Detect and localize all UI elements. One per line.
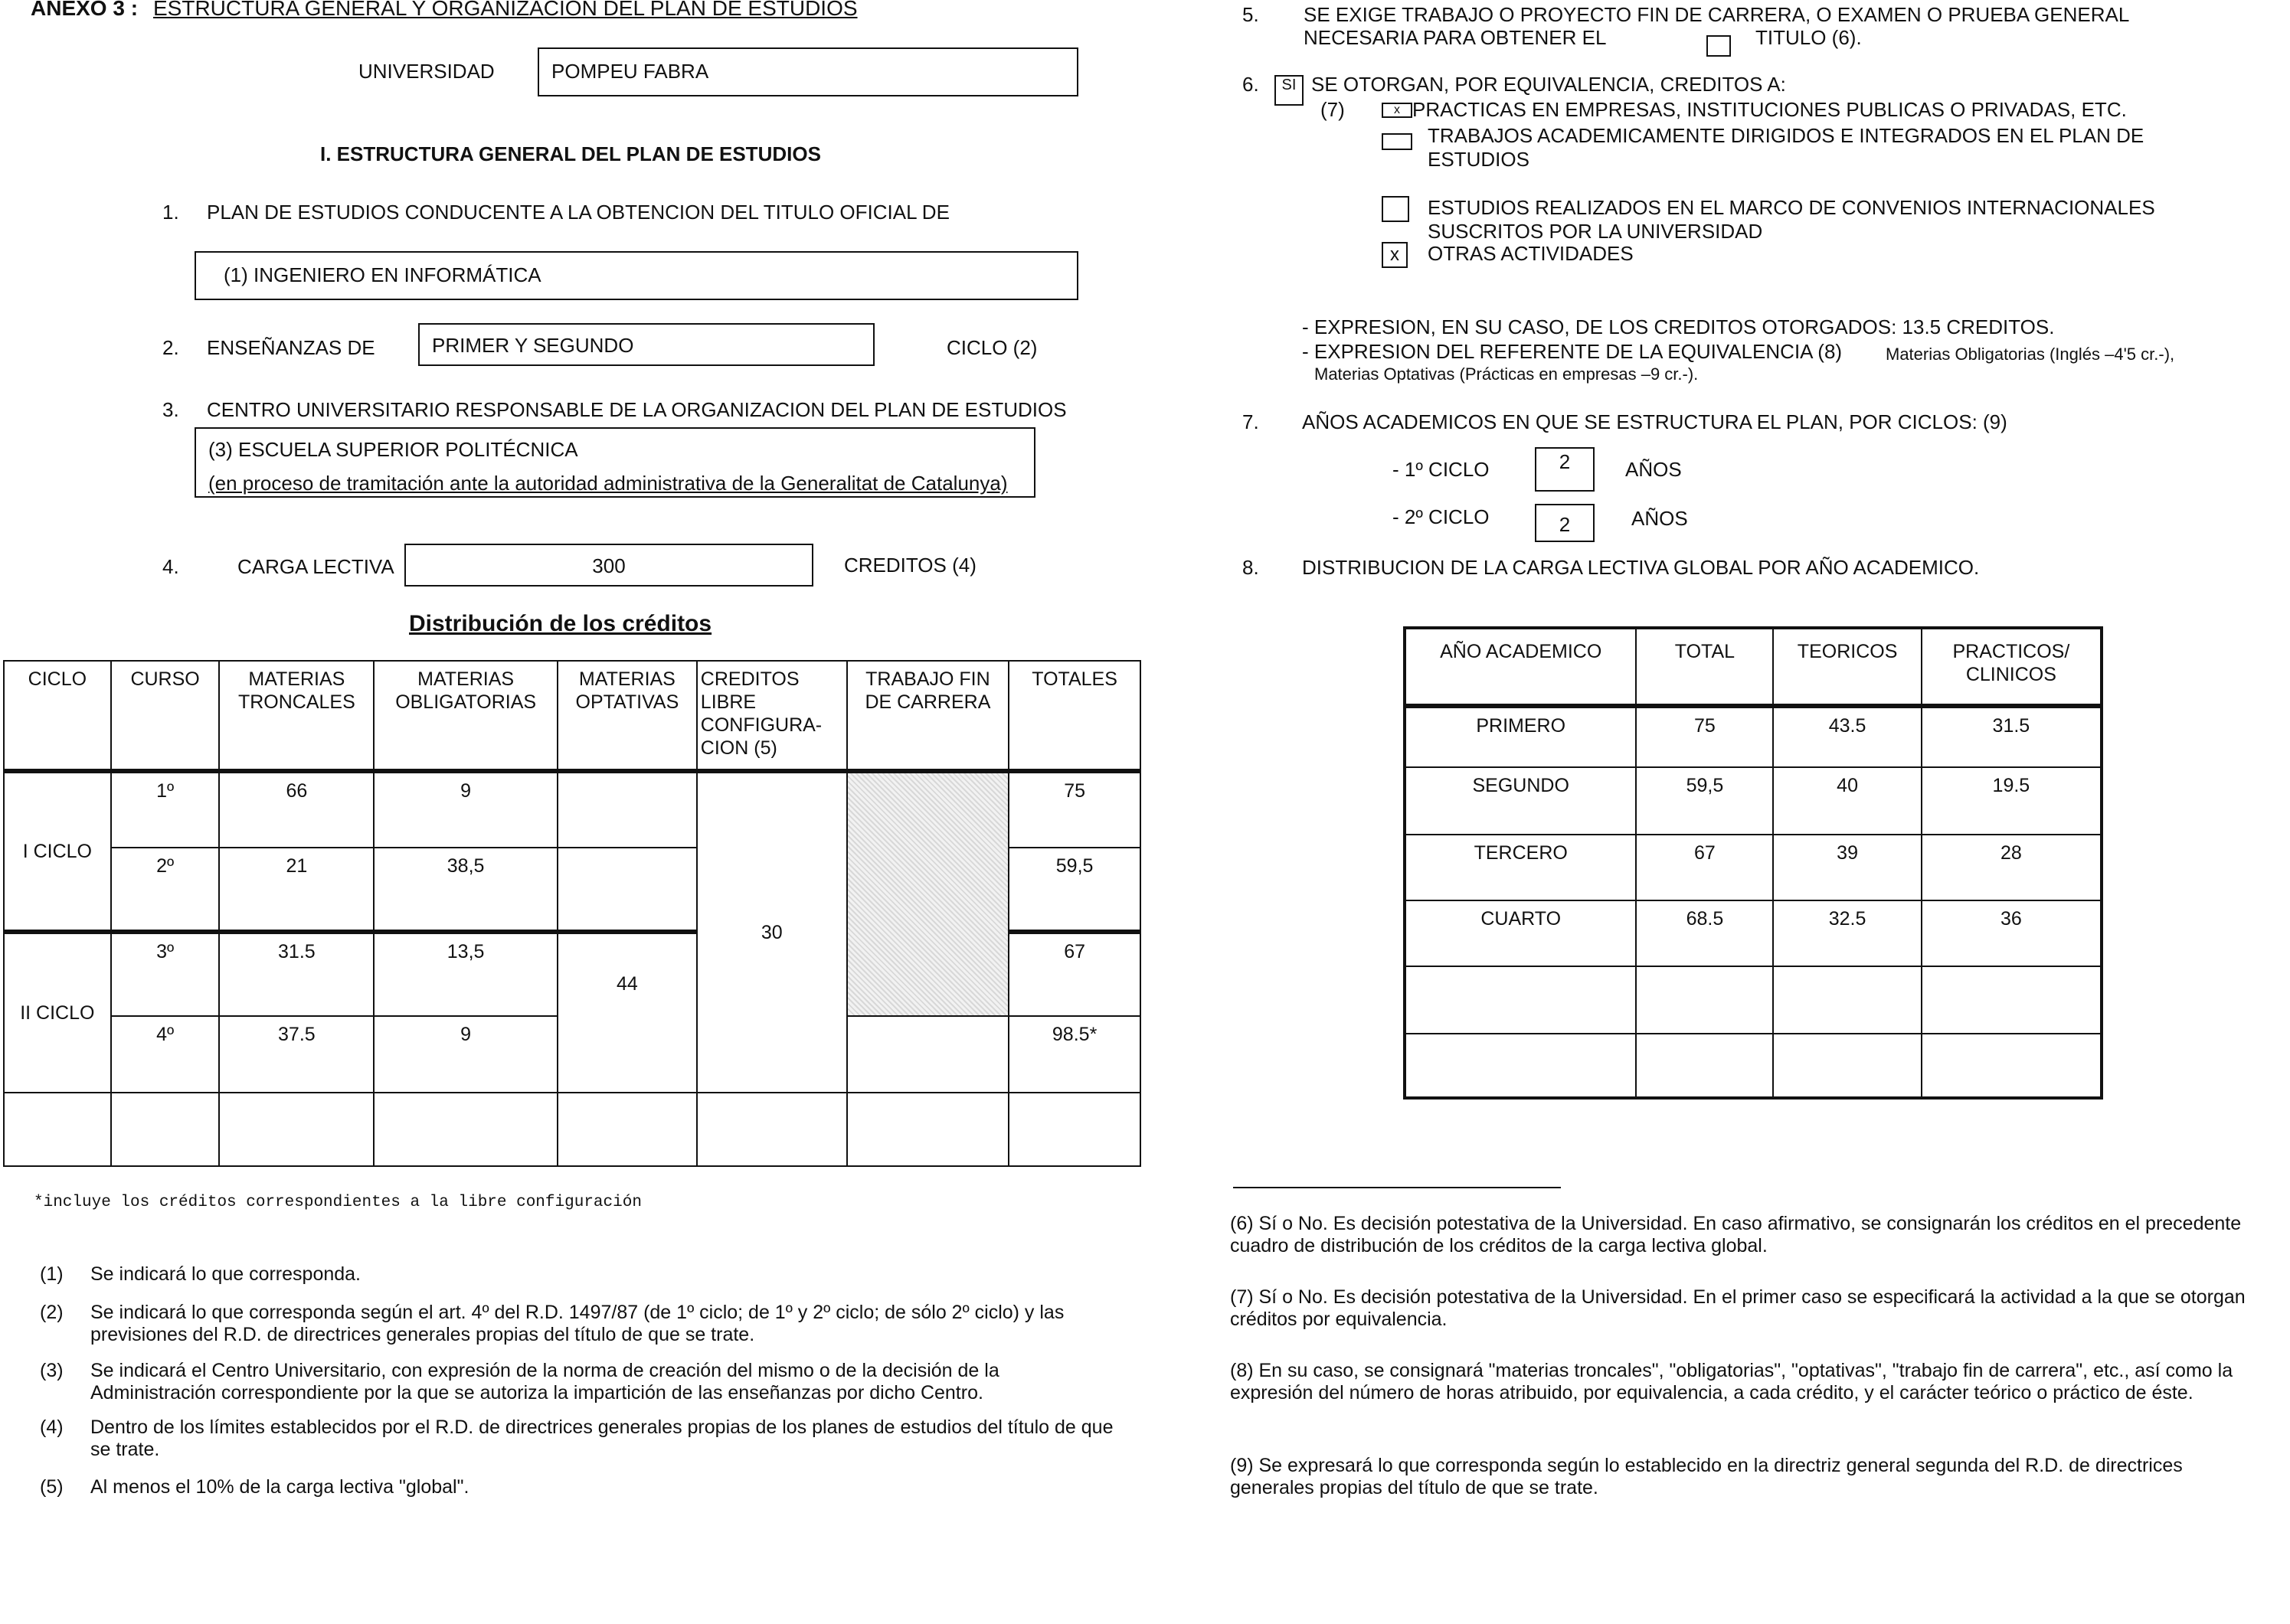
titulo-field xyxy=(195,251,1078,300)
footnote-number: (1) xyxy=(40,1263,64,1285)
troncales-cell: 21 xyxy=(219,848,374,932)
option-otras: OTRAS ACTIVIDADES xyxy=(1428,242,1634,265)
header-trabajo: TRABAJO FIN DE CARRERA xyxy=(847,661,1009,771)
optativas-cell xyxy=(558,771,697,848)
header-curso: CURSO xyxy=(111,661,220,771)
table-row-empty xyxy=(1405,1034,2102,1098)
ciclo-2-cell: II CICLO xyxy=(4,932,111,1093)
troncales-cell: 37.5 xyxy=(219,1016,374,1093)
creditos-otorgados: - EXPRESION, EN SU CASO, DE LOS CREDITOS OTORGADOS: 13.5 CREDITOS. xyxy=(1302,315,2055,338)
table-row xyxy=(1405,706,2102,767)
document-title: ESTRUCTURA GENERAL Y ORGANIZACION DEL PLAN DE ESTUDIOS xyxy=(153,0,858,20)
optativas-ii-cell: 44 xyxy=(558,932,697,1093)
curso-cell: 4º xyxy=(111,1016,220,1093)
year-cell: TERCERO xyxy=(1405,835,1636,900)
item8-label: DISTRIBUCION DE LA CARGA LECTIVA GLOBAL POR AÑO ACADEMICO. xyxy=(1302,556,1980,579)
practicas-check-mark: x xyxy=(1394,103,1400,116)
titulo-value: (1) INGENIERO EN INFORMÁTICA xyxy=(224,263,541,286)
footnote-text: (9) Se expresará lo que corresponda según lo establecido en la directriz general segunda del R.D. de directrices generales propias del título de que se trate. xyxy=(1230,1455,2183,1498)
section-title: I. ESTRUCTURA GENERAL DEL PLAN DE ESTUDIOS xyxy=(320,142,821,165)
ensenanzas-value: PRIMER Y SEGUNDO xyxy=(432,334,634,357)
item2-suffix: CICLO (2) xyxy=(947,336,1038,359)
si-value: SI xyxy=(1281,77,1297,93)
item3-number: 3. xyxy=(162,398,179,421)
total-cell: 59,5 xyxy=(1009,848,1140,932)
ciclo2-label: - 2º CICLO xyxy=(1392,505,1490,528)
ciclo2-years: 2 xyxy=(1559,513,1571,536)
universidad-field xyxy=(538,47,1078,96)
obligatorias-cell: 9 xyxy=(374,1016,558,1093)
item7-label: AÑOS ACADEMICOS EN QUE SE ESTRUCTURA EL PLAN, POR CICLOS: (9) xyxy=(1302,410,2007,433)
item4-label: CARGA LECTIVA xyxy=(237,555,394,578)
option-convenios-1: ESTUDIOS REALIZADOS EN EL MARCO DE CONVENIOS INTERNACIONALES xyxy=(1428,196,2155,219)
ciclo1-unit: AÑOS xyxy=(1625,458,1682,481)
header-obligatorias: MATERIAS OBLIGATORIAS xyxy=(374,661,558,771)
ciclo2-unit: AÑOS xyxy=(1631,507,1688,530)
header-troncales: MATERIAS TRONCALES xyxy=(219,661,374,771)
credits-table xyxy=(3,660,1141,1167)
table-row xyxy=(1405,835,2102,900)
total-cell: 68.5 xyxy=(1636,900,1773,966)
footnote-number: (2) xyxy=(40,1302,64,1323)
footnote-text: Se indicará el Centro Universitario, con expresión de la norma de creación del mismo o de la decisión de la Administración correspondiente por la que se autoriza la impartición de las enseñanzas por dicho Centro. xyxy=(90,1360,999,1403)
obligatorias-cell: 38,5 xyxy=(374,848,558,932)
centro-value-1: (3) ESCUELA SUPERIOR POLITÉCNICA xyxy=(208,438,578,461)
annex-label: ANEXO 3 : xyxy=(31,0,139,20)
table-row xyxy=(1405,900,2102,966)
otras-check-mark: x xyxy=(1390,244,1399,265)
year-cell: SEGUNDO xyxy=(1405,767,1636,835)
header-libre: CREDITOS LIBRE CONFIGURA-CION (5) xyxy=(697,661,847,771)
trabajo-shaded-cell xyxy=(847,771,1009,1016)
curso-cell: 1º xyxy=(111,771,220,848)
footnote-text: (8) En su caso, se consignará "materias troncales", "obligatorias", "optativas", "trabajo fin de carrera", etc., así como la expresión del número de horas atribuido, por equivalencia, a cada crédito, y el carácter teórico o práctico de éste. xyxy=(1230,1360,2233,1403)
total-cell: 98.5* xyxy=(1009,1016,1140,1093)
total-cell: 75 xyxy=(1009,771,1140,848)
header-ano: AÑO ACADEMICO xyxy=(1405,628,1636,706)
total-cell: 67 xyxy=(1009,932,1140,1016)
header-totales: TOTALES xyxy=(1009,661,1140,771)
table-row xyxy=(4,771,1140,848)
table-row xyxy=(1405,767,2102,835)
footnote-text: (6) Sí o No. Es decisión potestativa de la Universidad. En caso afirmativo, se consignarán los créditos en el precedente cuadro de distribución de los créditos de la carga lectiva global. xyxy=(1230,1213,2242,1256)
practicos-cell: 19.5 xyxy=(1922,767,2102,835)
footnote-text: Se indicará lo que corresponda. xyxy=(90,1263,361,1285)
option-convenios-2: SUSCRITOS POR LA UNIVERSIDAD xyxy=(1428,220,1763,243)
teoricos-cell: 39 xyxy=(1773,835,1921,900)
header-optativas: MATERIAS OPTATIVAS xyxy=(558,661,697,771)
practicos-cell: 36 xyxy=(1922,900,2102,966)
libre-cell: 30 xyxy=(697,771,847,1093)
item6-sub: (7) xyxy=(1320,98,1345,121)
ciclo-1-cell: I CICLO xyxy=(4,771,111,932)
item1-label: PLAN DE ESTUDIOS CONDUCENTE A LA OBTENCION DEL TITULO OFICIAL DE xyxy=(207,201,950,224)
total-cell: 67 xyxy=(1636,835,1773,900)
convenios-checkbox[interactable] xyxy=(1382,196,1409,222)
trabajo-fin-checkbox[interactable] xyxy=(1706,35,1731,57)
teoricos-cell: 40 xyxy=(1773,767,1921,835)
footnote-number: (4) xyxy=(40,1417,64,1438)
carga-value: 300 xyxy=(592,554,626,577)
obligatorias-cell: 13,5 xyxy=(374,932,558,1016)
troncales-cell: 66 xyxy=(219,771,374,848)
option-trabajos-2: ESTUDIOS xyxy=(1428,148,1529,171)
table-row-empty xyxy=(4,1093,1140,1166)
item8-number: 8. xyxy=(1242,556,1259,579)
si-checkbox[interactable] xyxy=(1274,75,1304,106)
footnote-star: *incluye los créditos correspondientes a la libre configuración xyxy=(34,1194,642,1211)
teoricos-cell: 32.5 xyxy=(1773,900,1921,966)
universidad-value: POMPEU FABRA xyxy=(551,60,709,83)
load-table xyxy=(1403,626,2103,1100)
referente-equivalencia: - EXPRESION DEL REFERENTE DE LA EQUIVALENCIA (8) xyxy=(1302,340,1843,363)
load-header-row xyxy=(1405,628,2102,706)
trabajo-cell xyxy=(847,1016,1009,1093)
header-total: TOTAL xyxy=(1636,628,1773,706)
footnote-text: Al menos el 10% de la carga lectiva "global". xyxy=(90,1476,469,1498)
centro-value-2: (en proceso de tramitación ante la autoridad administrativa de la Generalitat de Catalunya) xyxy=(208,472,1008,495)
referente-optativas: Materias Optativas (Prácticas en empresas –9 cr.-). xyxy=(1314,364,1699,384)
footnote-number: (3) xyxy=(40,1360,64,1381)
footnote-number: (5) xyxy=(40,1476,64,1498)
year-cell: PRIMERO xyxy=(1405,706,1636,767)
year-cell: CUARTO xyxy=(1405,900,1636,966)
header-ciclo: CICLO xyxy=(4,661,111,771)
optativas-cell xyxy=(558,848,697,932)
item1-number: 1. xyxy=(162,201,179,224)
item5-number: 5. xyxy=(1242,3,1259,26)
obligatorias-cell: 9 xyxy=(374,771,558,848)
curso-cell: 2º xyxy=(111,848,220,932)
item5-line2b: TITULO (6). xyxy=(1755,26,1862,49)
ciclo1-years-field xyxy=(1535,447,1595,492)
universidad-label: UNIVERSIDAD xyxy=(358,60,495,83)
centro-field xyxy=(195,427,1035,498)
table-row-empty xyxy=(1405,966,2102,1034)
footnote-divider xyxy=(1233,1187,1561,1188)
item5-line2a: NECESARIA PARA OBTENER EL xyxy=(1304,26,1607,49)
trabajos-checkbox[interactable] xyxy=(1382,133,1412,150)
footnote-text: Dentro de los límites establecidos por el R.D. de directrices generales propias de los planes de estudios del título de que se trate. xyxy=(90,1417,1114,1460)
footnote-text: (7) Sí o No. Es decisión potestativa de la Universidad. En el primer caso se especificará la actividad a la que se otorgan créditos por equivalencia. xyxy=(1230,1286,2246,1330)
item4-number: 4. xyxy=(162,555,179,578)
carga-field xyxy=(404,544,813,587)
ensenanzas-field xyxy=(418,323,875,366)
ciclo1-label: - 1º CICLO xyxy=(1392,458,1490,481)
ciclo1-years: 2 xyxy=(1559,450,1571,473)
option-trabajos-1: TRABAJOS ACADEMICAMENTE DIRIGIDOS E INTEGRADOS EN EL PLAN DE xyxy=(1428,124,2144,147)
header-practicos: PRACTICOS/ CLINICOS xyxy=(1922,628,2102,706)
total-cell: 59,5 xyxy=(1636,767,1773,835)
item5-line1: SE EXIGE TRABAJO O PROYECTO FIN DE CARRERA, O EXAMEN O PRUEBA GENERAL xyxy=(1304,3,2130,26)
ciclo2-years-field xyxy=(1535,504,1595,542)
header-teoricos: TEORICOS xyxy=(1773,628,1921,706)
item6-label: SE OTORGAN, POR EQUIVALENCIA, CREDITOS A: xyxy=(1311,73,1786,96)
total-cell: 75 xyxy=(1636,706,1773,767)
option-practicas: PRACTICAS EN EMPRESAS, INSTITUCIONES PUBLICAS O PRIVADAS, ETC. xyxy=(1412,98,2127,121)
item7-number: 7. xyxy=(1242,410,1259,433)
referente-obligatorias: Materias Obligatorias (Inglés –4'5 cr.-), xyxy=(1886,345,2175,364)
item4-suffix: CREDITOS (4) xyxy=(844,554,977,577)
practicos-cell: 28 xyxy=(1922,835,2102,900)
distribution-title: Distribución de los créditos xyxy=(409,611,712,636)
practicas-checkbox[interactable] xyxy=(1382,103,1412,118)
footnote-text: Se indicará lo que corresponda según el art. 4º del R.D. 1497/87 (de 1º ciclo; de 1º y 2º ciclo; de sólo 2º ciclo) y las previsiones del R.D. de directrices generales propias del título de que se trate. xyxy=(90,1302,1065,1345)
otras-checkbox[interactable] xyxy=(1382,242,1408,268)
credits-header-row xyxy=(4,661,1140,771)
item6-number: 6. xyxy=(1242,73,1259,96)
item3-label: CENTRO UNIVERSITARIO RESPONSABLE DE LA ORGANIZACION DEL PLAN DE ESTUDIOS xyxy=(207,398,1067,421)
item2-label: ENSEÑANZAS DE xyxy=(207,336,375,359)
teoricos-cell: 43.5 xyxy=(1773,706,1921,767)
troncales-cell: 31.5 xyxy=(219,932,374,1016)
practicos-cell: 31.5 xyxy=(1922,706,2102,767)
item2-number: 2. xyxy=(162,336,179,359)
curso-cell: 3º xyxy=(111,932,220,1016)
